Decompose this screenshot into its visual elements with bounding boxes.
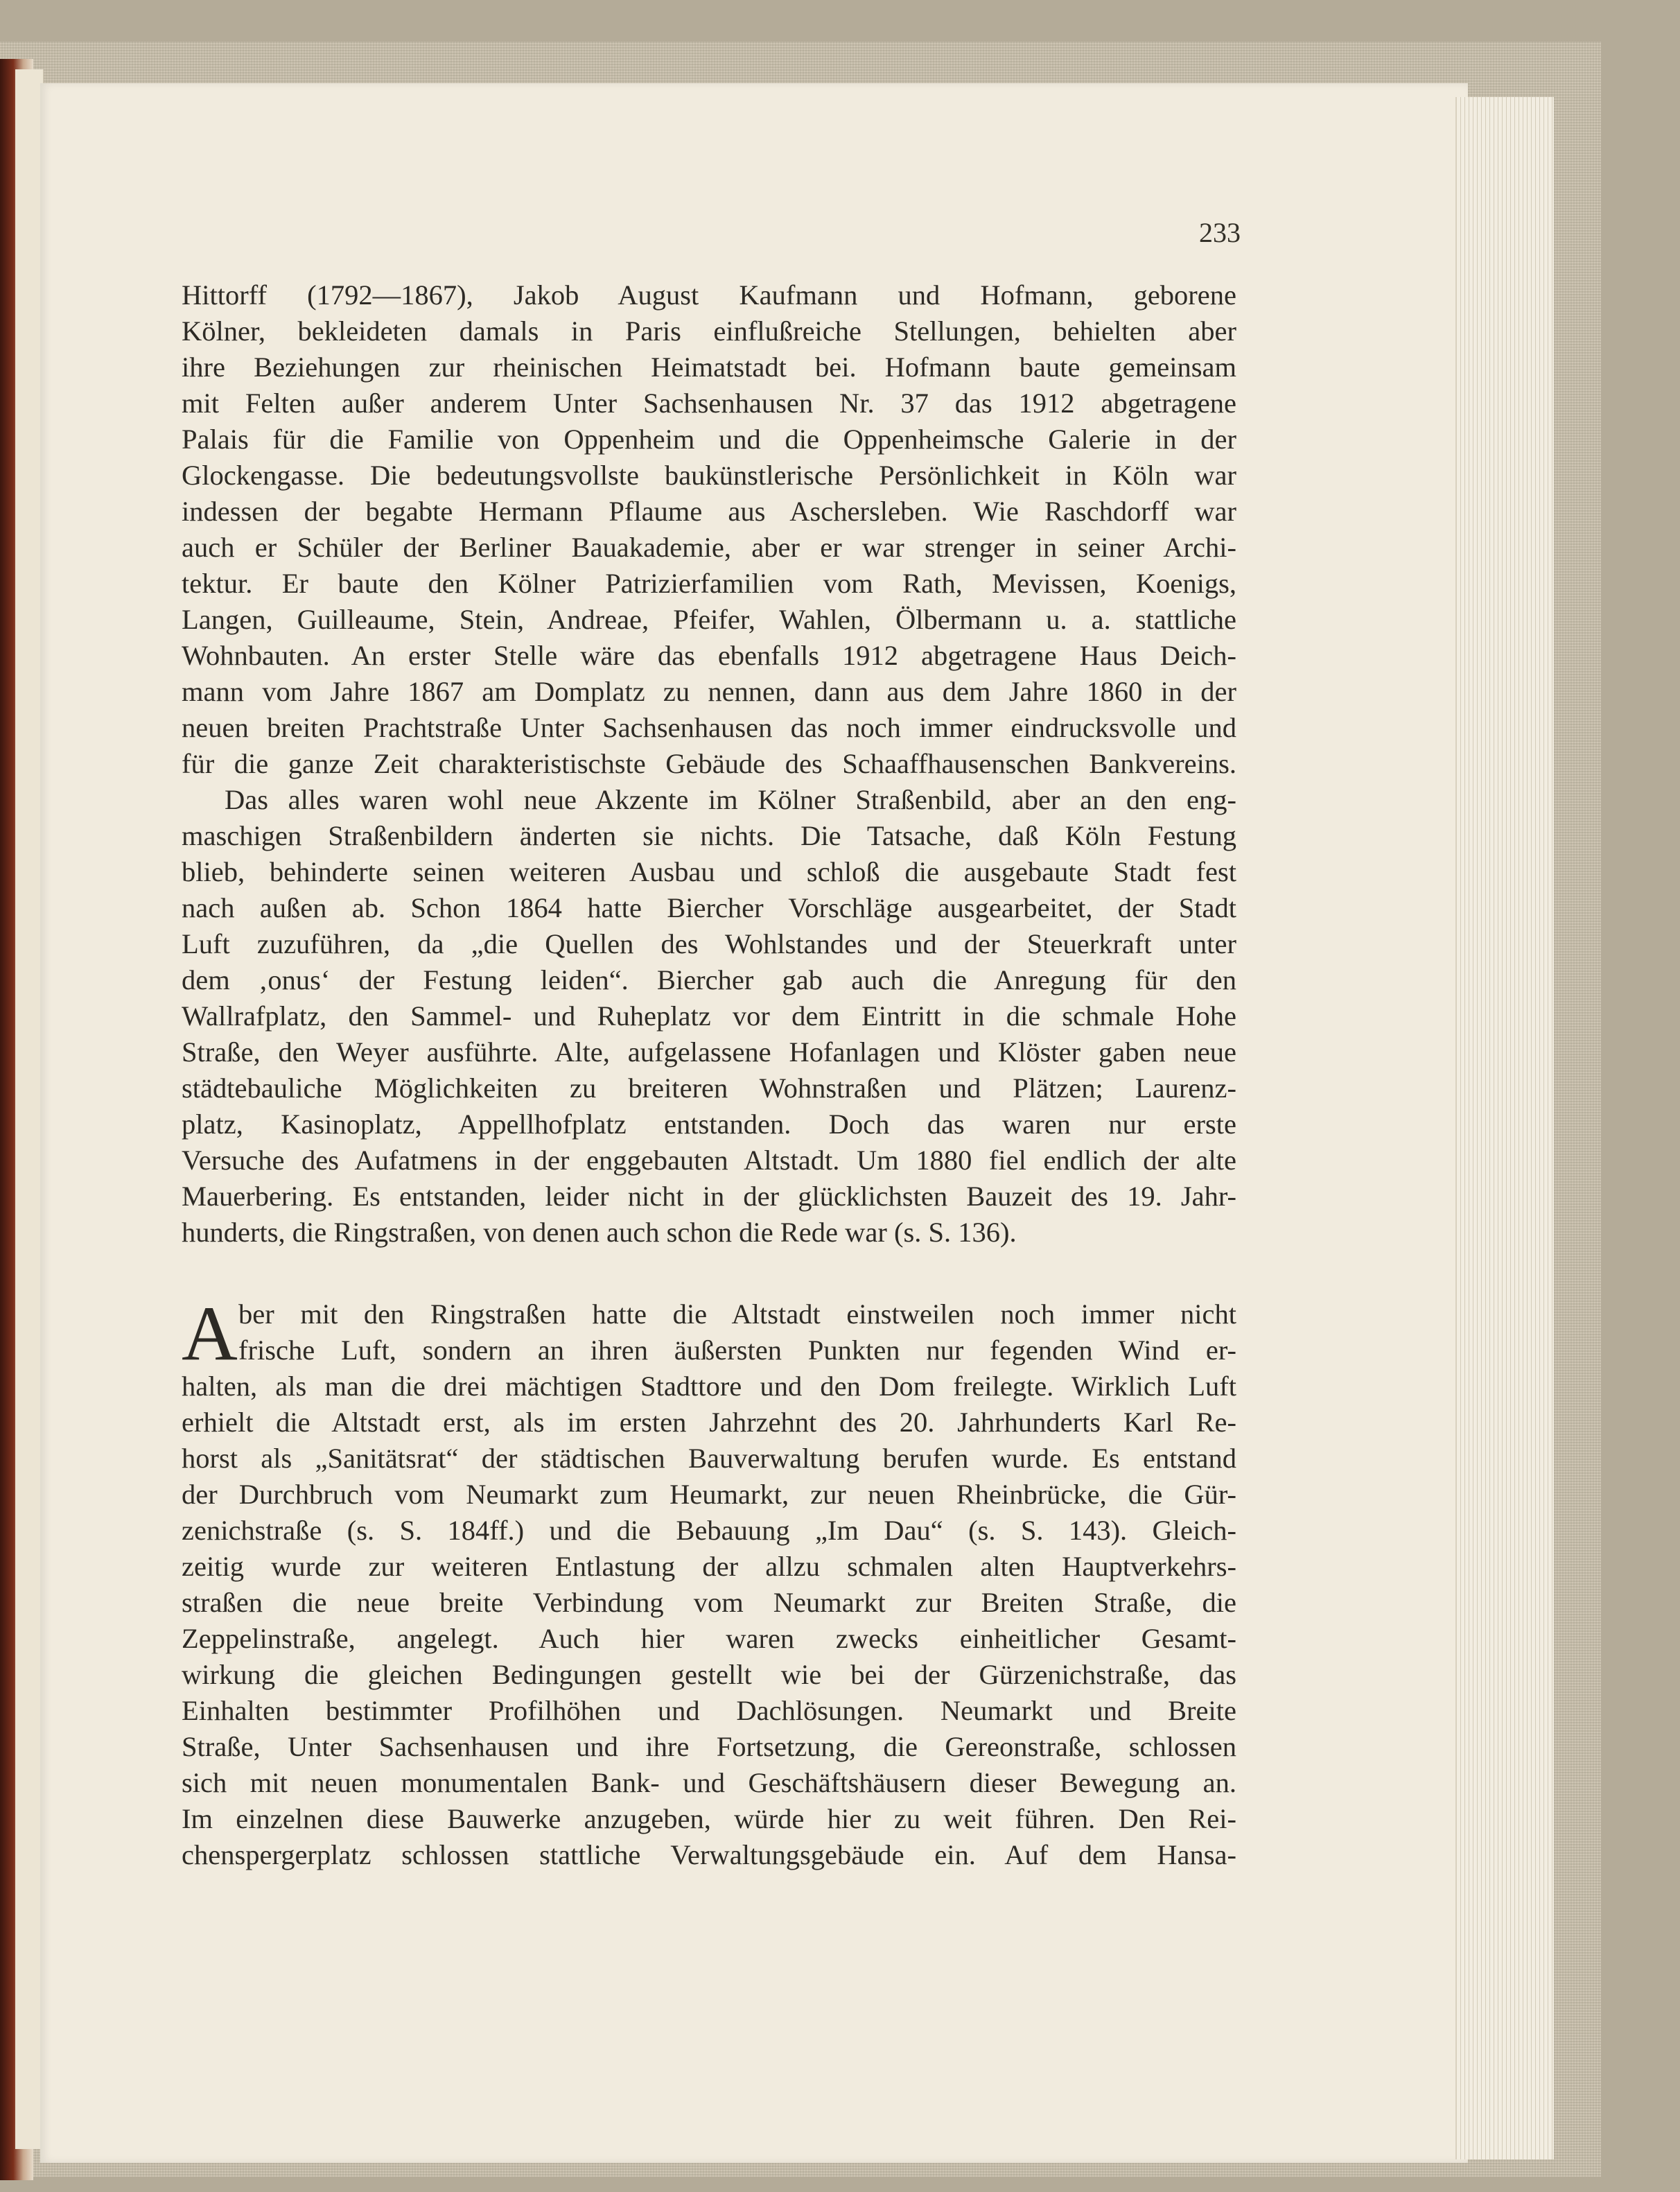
text-line: ber mit den Ringstraßen hatte die Altstadt einstweilen noch immer nicht: [238, 1298, 1236, 1330]
text-line: dem ‚onus‘ der Festung leiden“. Biercher gab auch die Anregung für den: [182, 964, 1236, 995]
text-line: tektur. Er baute den Kölner Patrizierfamilien vom Rath, Mevissen, Koenigs,: [182, 568, 1236, 599]
text-line: Langen, Guilleaume, Stein, Andreae, Pfeifer, Wahlen, Ölbermann u. a. stattliche: [182, 604, 1236, 635]
paragraph-2: [182, 782, 1236, 1251]
text-line: wirkung die gleichen Bedingungen gestellt wie bei der Gürzenichstraße, das: [182, 1659, 1236, 1690]
text-line: Einhalten bestimmter Profilhöhen und Dachlösungen. Neumarkt und Breite: [182, 1695, 1236, 1726]
text-line: mann vom Jahre 1867 am Domplatz zu nennen, dann aus dem Jahre 1860 in der: [182, 676, 1236, 707]
text-line: maschigen Straßenbildern änderten sie nichts. Die Tatsache, daß Köln Festung: [182, 820, 1236, 851]
page-stack-edge: [1455, 97, 1554, 2159]
body-text: [182, 277, 1236, 1873]
text-line: der Durchbruch vom Neumarkt zum Heumarkt, zur neuen Rheinbrücke, die Gür-: [182, 1479, 1236, 1510]
text-line: sich mit neuen monumentalen Bank- und Geschäftshäusern dieser Bewegung an.: [182, 1767, 1236, 1798]
text-line: Straße, Unter Sachsenhausen und ihre Fortsetzung, die Gereonstraße, schlossen: [182, 1731, 1236, 1762]
text-line: für die ganze Zeit charakteristischste Gebäude des Schaaffhausenschen Bankvereins.: [182, 748, 1236, 779]
text-line: Mauerbering. Es entstanden, leider nicht in der glücklichsten Bauzeit des 19. Jahr-: [182, 1181, 1236, 1212]
text-line: erhielt die Altstadt erst, als im ersten Jahrzehnt des 20. Jahrhunderts Karl Re-: [182, 1407, 1236, 1438]
text-line: Palais für die Familie von Oppenheim und die Oppenheimsche Galerie in der: [182, 424, 1236, 455]
text-line: Zeppelinstraße, angelegt. Auch hier waren zwecks einheitlicher Gesamt-: [182, 1623, 1236, 1654]
text-line: horst als „Sanitätsrat“ der städtischen Bauverwaltung berufen wurde. Es entstand: [182, 1443, 1236, 1474]
paragraph-3: [182, 1291, 1236, 1873]
text-line: mit Felten außer anderem Unter Sachsenhausen Nr. 37 das 1912 abgetragene: [182, 388, 1236, 419]
text-line: blieb, behinderte seinen weiteren Ausbau und schloß die ausgebaute Stadt fest: [182, 856, 1236, 887]
text-line: zeitig wurde zur weiteren Entlastung der allzu schmalen alten Hauptverkehrs-: [182, 1551, 1236, 1582]
text-line: Luft zuzuführen, da „die Quellen des Wohlstandes und der Steuerkraft unter: [182, 928, 1236, 959]
text-line: städtebauliche Möglichkeiten zu breiteren Wohnstraßen und Plätzen; Laurenz-: [182, 1072, 1236, 1104]
left-page-edge: [15, 69, 44, 2149]
text-line: Hittorff (1792—1867), Jakob August Kaufmann und Hofmann, geborene: [182, 279, 1236, 311]
text-line: Kölner, bekleideten damals in Paris einflußreiche Stellungen, behielten aber: [182, 315, 1236, 347]
text-line: nach außen ab. Schon 1864 hatte Biercher Vorschläge ausgearbeitet, der Stadt: [182, 892, 1236, 923]
text-line: ihre Beziehungen zur rheinischen Heimatstadt bei. Hofmann baute gemeinsam: [182, 351, 1236, 383]
text-line: Wohnbauten. An erster Stelle wäre das ebenfalls 1912 abgetragene Haus Deich-: [182, 640, 1236, 671]
page-number: 233: [1199, 217, 1241, 248]
text-line: auch er Schüler der Berliner Bauakademie, aber er war strenger in seiner Archi-: [182, 532, 1236, 563]
text-line: Versuche des Aufatmens in der enggebauten Altstadt. Um 1880 fiel endlich der alte: [182, 1145, 1236, 1176]
paragraph-1: [182, 277, 1236, 782]
text-line: platz, Kasinoplatz, Appellhofplatz entstanden. Doch das waren nur erste: [182, 1108, 1236, 1140]
text-line: zenichstraße (s. S. 184ff.) und die Bebauung „Im Dau“ (s. S. 143). Gleich-: [182, 1515, 1236, 1546]
text-line: Glockengasse. Die bedeutungsvollste baukünstlerische Persönlichkeit in Köln war: [182, 460, 1236, 491]
drop-cap: A: [182, 1291, 238, 1377]
text-line: indessen der begabte Hermann Pflaume aus Aschersleben. Wie Raschdorff war: [182, 496, 1236, 527]
text-line: halten, als man die drei mächtigen Stadttore und den Dom freilegte. Wirklich Luft: [182, 1371, 1236, 1402]
text-line: neuen breiten Prachtstraße Unter Sachsenhausen das noch immer eindrucksvolle und: [182, 712, 1236, 743]
text-line: Das alles waren wohl neue Akzente im Kölner Straßenbild, aber an den eng-: [225, 784, 1236, 815]
text-line: straßen die neue breite Verbindung vom Neumarkt zur Breiten Straße, die: [182, 1587, 1236, 1618]
text-line: Straße, den Weyer ausführte. Alte, aufgelassene Hofanlagen und Klöster gaben neue: [182, 1036, 1236, 1068]
drop-cap-block: [182, 1291, 1236, 1377]
text-line: hunderts, die Ringstraßen, von denen auch schon die Rede war (s. S. 136).: [182, 1217, 1017, 1248]
text-line: frische Luft, sondern an ihren äußersten Punkten nur fegenden Wind er-: [238, 1334, 1236, 1366]
text-line: Wallrafplatz, den Sammel- und Ruheplatz vor dem Eintritt in die schmale Hohe: [182, 1000, 1236, 1032]
text-line: Im einzelnen diese Bauwerke anzugeben, würde hier zu weit führen. Den Rei-: [182, 1803, 1236, 1834]
text-line: chenspergerplatz schlossen stattliche Verwaltungsgebäude ein. Auf dem Hansa-: [182, 1839, 1236, 1870]
